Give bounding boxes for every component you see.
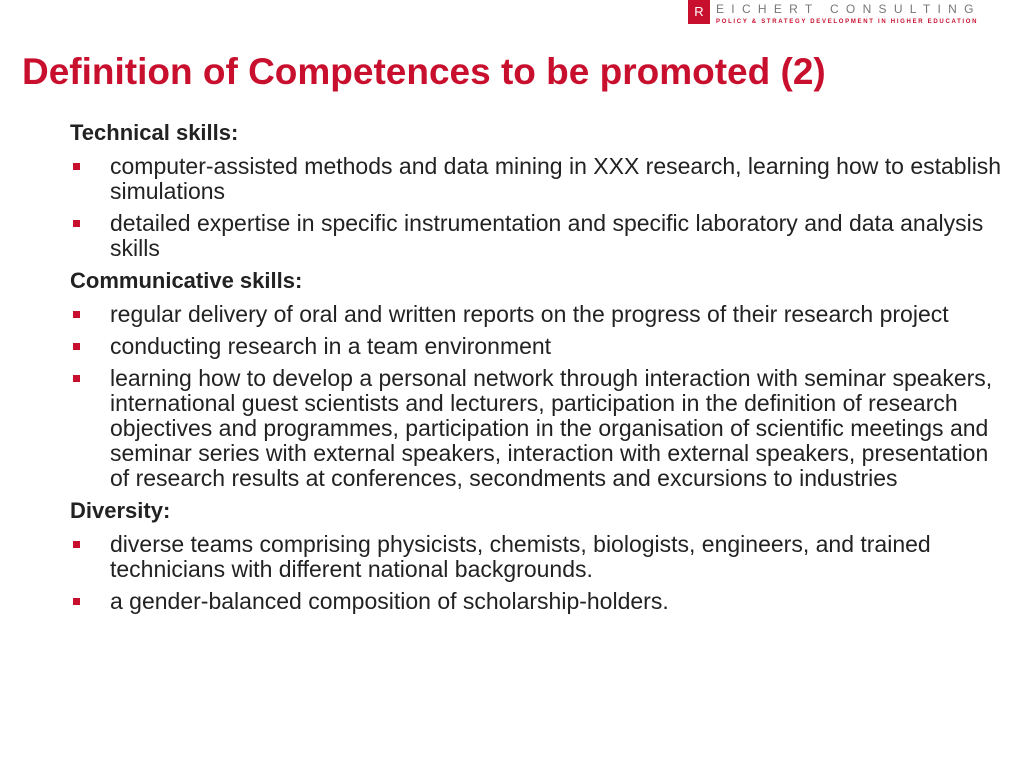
bullet-text: detailed expertise in specific instrumentation and specific laboratory and data analysis skills xyxy=(110,210,984,261)
bullet-text: computer-assisted methods and data mining in XXX research, learning how to establish simulations xyxy=(110,153,1002,204)
square-bullet-icon xyxy=(73,311,80,318)
square-bullet-icon xyxy=(73,375,80,382)
square-bullet-icon xyxy=(73,541,80,548)
bullet-item xyxy=(70,302,1005,327)
section-diversity xyxy=(70,498,1005,614)
bullet-list xyxy=(70,302,1005,491)
bullet-list xyxy=(70,154,1005,261)
section-heading: Technical skills: xyxy=(70,120,239,145)
logo-tagline: POLICY & STRATEGY DEVELOPMENT IN HIGHER EDUCATION xyxy=(716,19,979,25)
bullet-item xyxy=(70,532,1005,582)
bullet-item xyxy=(70,211,1005,261)
logo-name: EICHERT CONSULTING xyxy=(716,2,981,16)
section-heading: Communicative skills: xyxy=(70,268,303,293)
logo-initial-box: R xyxy=(688,0,710,24)
bullet-item xyxy=(70,154,1005,204)
bullet-text: conducting research in a team environment xyxy=(110,333,552,359)
square-bullet-icon xyxy=(73,220,80,227)
bullet-text: regular delivery of oral and written reports on the progress of their research project xyxy=(110,301,949,327)
bullet-item xyxy=(70,334,1005,359)
square-bullet-icon xyxy=(73,598,80,605)
section-communicative-skills xyxy=(70,268,1005,491)
bullet-text: a gender-balanced composition of scholarship-holders. xyxy=(110,588,669,614)
square-bullet-icon xyxy=(73,343,80,350)
company-logo xyxy=(688,0,981,28)
square-bullet-icon xyxy=(73,163,80,170)
bullet-item xyxy=(70,589,1005,614)
section-technical-skills xyxy=(70,120,1005,261)
bullet-item xyxy=(70,366,1005,491)
bullet-list xyxy=(70,532,1005,614)
section-heading: Diversity: xyxy=(70,498,171,523)
bullet-text: learning how to develop a personal network through interaction with seminar speakers, international guest scientists and lecturers, participation in the definition of research objectives and programmes, participation in the organisation of scientific meetings and seminar series with external speakers, interaction with external speakers, presentation of research results at conferences, secondments and excursions to industries xyxy=(110,365,993,491)
slide-title: Definition of Competences to be promoted (2) xyxy=(22,51,826,92)
slide-content xyxy=(70,120,1005,621)
bullet-text: diverse teams comprising physicists, chemists, biologists, engineers, and trained technicians with different national backgrounds. xyxy=(110,531,931,582)
